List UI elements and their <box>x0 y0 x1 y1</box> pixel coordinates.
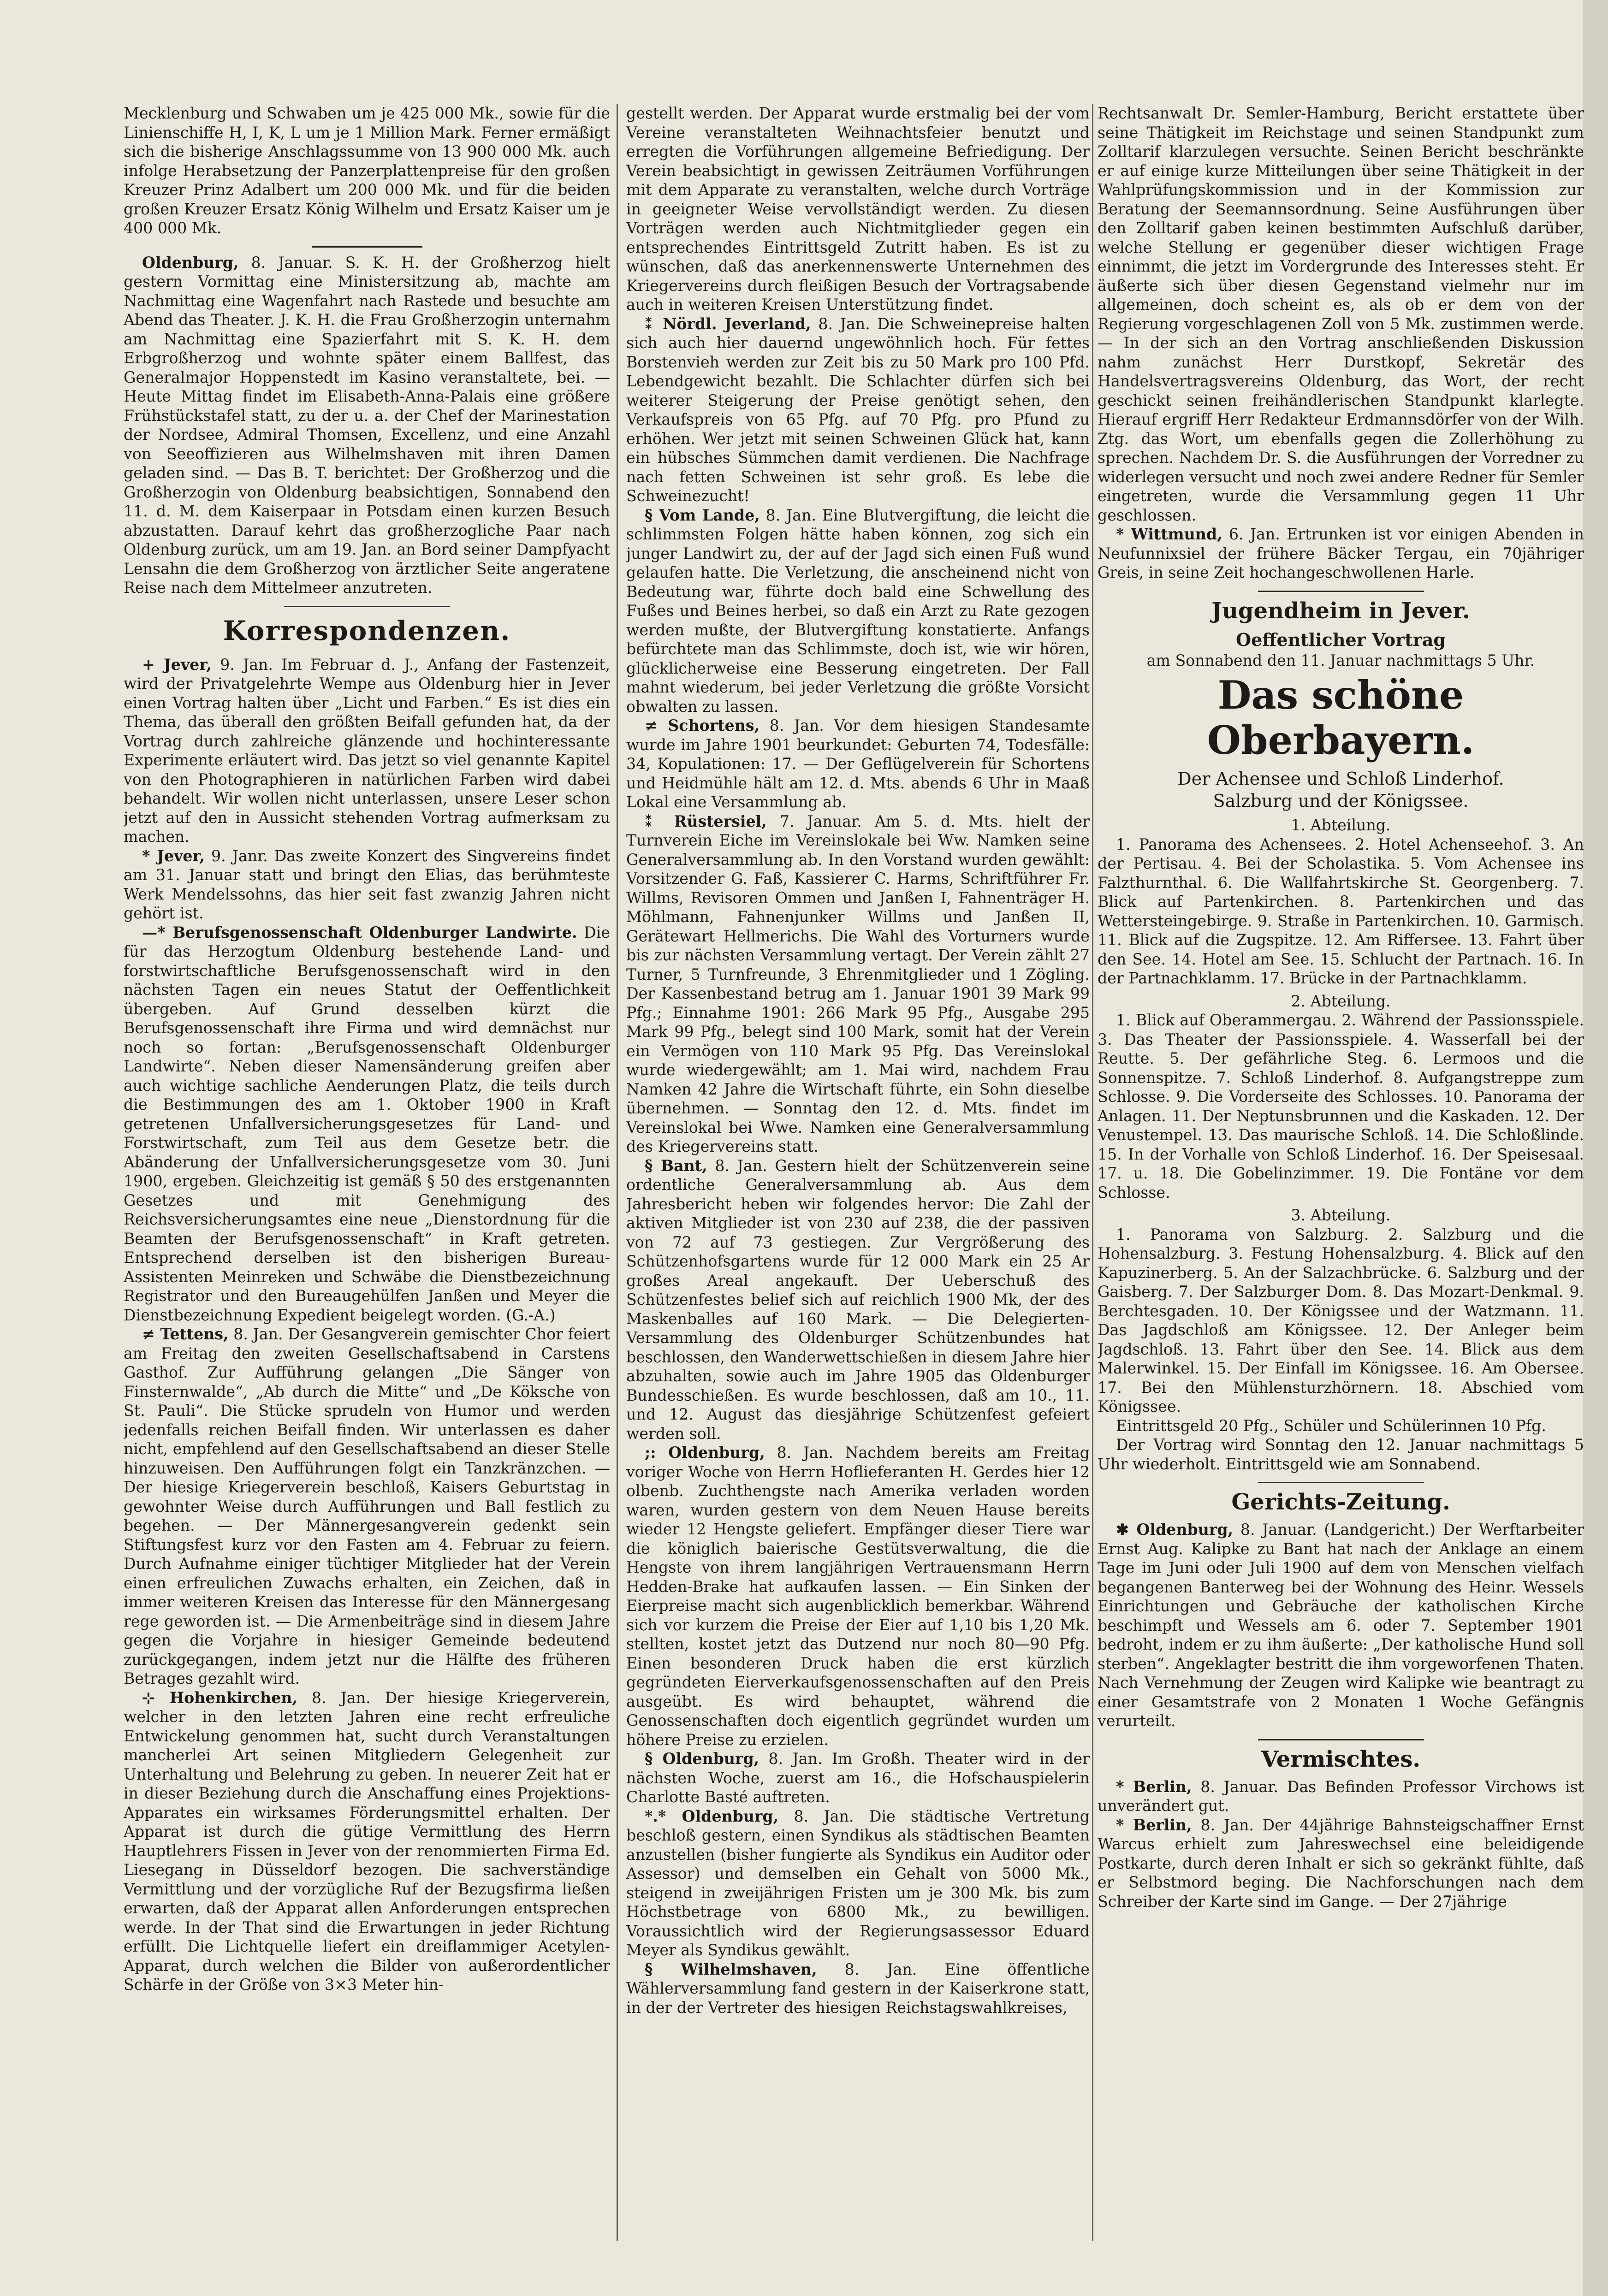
separator-rule <box>1258 591 1424 592</box>
dateline: *.* Oldenburg, <box>645 1807 779 1825</box>
article-bant <box>626 1156 1090 1444</box>
announcement-price: Eintrittsgeld 20 Pfg., Schüler und Schülerinnen 10 Pfg. <box>1116 1416 1546 1435</box>
article-text: 8. Jan. Nachdem bereits am Freitag voriger Woche von Herrn Hoflieferanten H. Gerdes hier 12 olbenb. Zuchthengste nach Amerika verladen worden waren, wurden gestern von dem Neuen Hause bereits wieder 12 Hengste geliefert. Empfänger dieser Tiere war die königlich baierische Gestütsverwaltung, die die Hengste von ihrem langjährigen Vertrauensmann Herrn Hedden-Brake hat aufkaufen lassen. — Ein Sinken der Eierpreise macht sich augenblicklich bemerkbar. Während sich vor kurzem die Preise der Eier auf 1,10 bis 1,20 Mk. stellten, kostet jetzt das Dutzend nur noch 80—90 Pfg. Einen besonderen Druck haben die erst kürzlich gegründeten Eierverkaufsgenossenschaften auf den Preis ausgeübt. Es wird behauptet, während die Genossenschaften doch eigentlich gegründet wurden um höhere Preise zu erzielen. <box>626 1444 1090 1749</box>
article-text: 8. Jan. Im Großh. Theater wird in der nächsten Woche, zuerst am 16., die Hofschauspielerin Charlotte Basté auftreten. <box>626 1750 1090 1806</box>
article-text: 9. Janr. Das zweite Konzert des Singvereins findet am 31. Januar statt und bringt den Elias, das berühmteste Werk Mendelssohns, das hier seit fast zwanzig Jahren nicht gehört ist. <box>124 846 610 922</box>
article-oldenburg-1 <box>626 1443 1090 1749</box>
article-oldenburg-3 <box>626 1807 1090 1960</box>
announcement-repeat: Der Vortrag wird Sonntag den 12. Januar nachmittags 5 Uhr wiederholt. Eintrittsgeld wie am Sonnabend. <box>1098 1436 1584 1473</box>
article-text: 8. Januar. (Landgericht.) Der Werftarbeiter Ernst Aug. Kalipke zu Bant hat nach der Anklage an einem Tage im Juni oder Juli 1900 auf dem von Menschen vielfach begangenen Banterweg bei der Wohnung des Heinr. Wessels Einrichtungen und Gebräuche der katholischen Kirche beschimpft und Wessels am 6. oder 7. September 1901 bedroht, indem er zu ihm äußerte: „Der katholische Hund soll sterben“. Angeklagter bestritt die ihm vorgeworfenen Thaten. Nach Vernehmung der Zeugen wird Kalipke wie beantragt zu einer Gesamtstrafe von 2 Monaten 1 Woche Gefängnis verurteilt. <box>1098 1521 1584 1730</box>
dateline: ;: Oldenburg, <box>645 1444 765 1462</box>
dateline: * Berlin, <box>1116 1816 1192 1834</box>
separator-rule <box>1258 1739 1424 1740</box>
section-2-title: 2. Abteilung. <box>1291 992 1391 1010</box>
article-tettens <box>124 1325 610 1688</box>
article-text: Die für das Herzogtum Oldenburg bestehende Land- und forstwirtschaftliche Berufsgenossenschaft wird in den nächsten Tagen ein neues Statut der Oeffentlichkeit übergeben. Auf Grund desselben kürzt die Berufsgenossenschaft ihre Firma und wird demnächst nur noch so fortan: „Berufsgenossenschaft Oldenburger Landwirte“. Neben dieser Namensänderung greifen aber auch wichtige sachliche Aenderungen Platz, die teils durch die Bestimmungen des am 1. Oktober 1900 in Kraft getretenen Unfallversicherungsgesetzes für Land- und Forstwirtschaft, zum Teil aus dem Gesetze betr. die Abänderung der Unfallversicherungsgesetze vom 30. Juni 1900, ergeben. Gleichzeitig ist gemäß § 50 des erstgenannten Gesetzes und mit Genehmigung des Reichsversicherungsamtes eine neue „Dienstordnung für die Beamten der Berufsgenossenschaft“ in Kraft getreten. Entsprechend derselben ist den bisherigen Bureau-Assistenten Meinreken und Schwäbe die Dienstbezeichnung Registrator und den Bureaugehülfen Janßen und Meyer die Dienstbezeichnung Expedient beigelegt worden. (G.-A.) <box>124 923 610 1324</box>
announcement-line-2: Salzburg und der Königssee. <box>1213 791 1469 811</box>
announcement-line-1: Der Achensee und Schloß Linderhof. <box>1177 769 1504 789</box>
column-3 <box>1098 104 1584 2227</box>
section-1-title: 1. Abteilung. <box>1291 816 1391 834</box>
article-continuation: Mecklenburg und Schwaben um je 425 000 Mk., sowie für die Linienschiffe H, I, K, L um je 1 Million Mark. Ferner ermäßigt sich die bisherige Anschlagssumme von 13 900 000 Mk. auch infolge Herabsetzung der Panzerplattenpreise für den großen Kreuzer Prinz Adalbert um 200 000 Mk. und für die beiden großen Kreuzer Ersatz König Wilhelm und Ersatz Kaiser um je 400 000 Mk. <box>124 104 610 237</box>
article-text: 8. Jan. Vor dem hiesigen Standesamte wurde im Jahre 1901 beurkundet: Geburten 74, Todesfälle: 34, Kopulationen: 17. — Der Geflügelverein für Schortens und Heidmühle hält am 12. d. Mts. abends 6 Uhr in Maaß Lokal eine Versammlung ab. <box>626 716 1090 811</box>
dateline: § Bant, <box>645 1156 707 1175</box>
announcement-title: Jugendheim in Jever. <box>1211 598 1470 624</box>
dateline: ✱ Oldenburg, <box>1116 1521 1234 1539</box>
article-berlin-2 <box>1098 1816 1584 1911</box>
article-text: 8. Jan. Der Gesangverein gemischter Chor feiert am Freitag den zweiten Gesellschaftsabend in Carstens Gasthof. Zur Aufführung gelangen „Die Sänger von Finsternwalde“, „Ab durch die Mitte“ und „De Köksche von St. Pauli“. Die Stücke sprudeln von Humor und werden jedenfalls reichen Beifall finden. Wir unterlassen es daher nicht, empfehlend auf den Gesellschaftsabend an dieser Stelle hinzuweisen. Den Aufführungen folgt ein Tanzkränzchen. — Der hiesige Kriegerverein beschloß, Kaisers Geburtstag in gewohnter Weise durch Aufführungen und Ball festlich zu begehen. — Der Männergesangverein gedenkt sein Stiftungsfest kurz vor den Fasten am 4. Februar zu feiern. Durch Aufnahme einiger tüchtiger Mitglieder hat der Verein einen erfreulichen Zuwachs erhalten, ein Zeichen, daß in immer weiteren Kreisen das Interesse für den Männergesang rege geworden ist. — Die Armenbeiträge sind in diesem Jahre gegen die Vorjahre in hiesiger Gemeinde bedeutend zurückgegangen, indem jetzt nur die Hälfte des früheren Betrages gezahlt wird. <box>124 1325 610 1687</box>
dateline: § Wilhelmshaven, <box>645 1960 817 1978</box>
column-2 <box>626 104 1090 2227</box>
article-noerdl-jeverland <box>626 314 1090 506</box>
article-jever-1 <box>124 655 610 846</box>
section-heading-gerichts-zeitung: Gerichts-Zeitung. <box>1231 1489 1450 1515</box>
article-text: 8. Jan. Gestern hielt der Schützenverein seine ordentliche Generalversammlung ab. Aus dem Jahresbericht heben wir folgendes hervor: Die Zahl der aktiven Mitglieder ist von 230 auf 238, die der passiven von 72 auf 73 gestiegen. Zur Vergrößerung des Schützenhofsgartens wurde für 12 000 Mark ein 25 Ar großes Areal angekauft. Der Ueberschuß des Schützenfestes belief sich auf reichlich 1900 Mk, der des Maskenballes auf 160 Mark. — Die Delegierten-Versammlung des Oldenburger Schützenbundes hat beschlossen, den Wanderwettschießen in diesem Jahre hier abzuhalten, sowie auch im Jahre 1905 das Oldenburger Bundesschießen. Es wurde beschlossen, daß am 10., 11. und 12. August das diesjährige Schützenfest gefeiert werden soll. <box>626 1156 1090 1443</box>
article-berlin-1 <box>1098 1777 1584 1816</box>
separator-rule <box>1258 1482 1424 1483</box>
dateline: * Wittmund, <box>1116 525 1222 543</box>
article-continuation: Rechtsanwalt Dr. Semler-Hamburg, Bericht erstattete über seine Thätigkeit im Reichstage und seinen Standpunkt zum Zolltarif klarzulegen versuchte. Seinen Bericht beschränkte er auf einige kurze Mitteilungen über seine Thätigkeit in der Wahlprüfungskommission und in der Kommission zur Beratung der Seemannsordnung. Seine Ausführungen über den Zolltarif gaben keinen bestimmten Aufschluß darüber, welche Stellung er gegenüber dieser wichtigen Frage einnimmt, die jetzt im Vordergrunde des Interesses steht. Er äußerte sich über diesen Gegenstand vielmehr nur im allgemeinen, doch scheint es, als ob er dem von der Regierung vorgeschlagenen Zoll von 5 Mk. zustimmen werde. — In der sich an den Vortrag anschließenden Diskussion nahm zunächst Herr Durstkopf, Sekretär des Handelsvertragsvereins Oldenburg, das Wort, der recht geschickt seinen freihändlerischen Standpunkt klarlegte. Hierauf ergriff Herr Redakteur Erdmannsdörfer von der Wilh. Ztg. das Wort, um ebenfalls gegen die Zollerhöhung zu sprechen. Nachdem Dr. S. die Ausführungen der Vorredner zu widerlegen versucht und noch zwei andere Redner für Semler eingetreten, wurde die Versammlung gegen 11 Uhr geschlossen. <box>1098 104 1584 524</box>
article-continuation: gestellt werden. Der Apparat wurde erstmalig bei der vom Vereine veranstalteten Weihnachtsfeier benutzt und erregten die Vorführungen allgemeine Befriedigung. Der Verein beabsichtigt in gewissen Zeiträumen Vorführungen mit dem Apparate zu veranstalten, welche durch Vorträge in geeigneter Weise vervollständigt werden. Zu diesen Vorträgen werden auch Nichtmitglieder gegen ein entsprechendes Eintrittsgeld Zutritt haben. Es ist zu wünschen, daß das anerkennenswerte Unternehmen des Kriegervereins durch fleißigen Besuch der Vortragsabende auch in weiteren Kreisen Unterstützung findet. <box>626 104 1090 314</box>
dateline: § Vom Lande, <box>645 506 760 524</box>
article-schortens <box>626 716 1090 812</box>
section-heading-korrespondenzen: Korrespondenzen. <box>223 615 511 646</box>
column-rule-right <box>1092 104 1093 2241</box>
article-text: 8. Jan. Der 44jährige Bahnsteigschaffner Ernst Warcus erhielt zum Jahreswechsel eine beleidigende Postkarte, durch deren Inhalt er sich so gekränkt fühlte, daß er Selbstmord beging. Die Nachforschungen nach dem Schreiber der Karte sind im Gange. — Der 27jährige <box>1098 1816 1584 1911</box>
dateline: ⁑ Nördl. Jeverland, <box>645 314 811 333</box>
column-rule-left <box>617 104 618 2241</box>
article-oldenburg <box>124 253 610 598</box>
article-text: 6. Jan. Ertrunken ist vor einigen Abenden in Neufunnixsiel der frühere Bäcker Tergau, ein 70jähriger Greis, in seine Zeit hochangeschwollenen Harle. <box>1098 525 1584 581</box>
article-ruestersiel <box>626 812 1090 1156</box>
article-wittmund <box>1098 525 1584 582</box>
dateline: ⁑ Rüstersiel, <box>645 812 767 830</box>
article-berufsgenossenschaft <box>124 923 610 1325</box>
article-text: 7. Januar. Am 5. d. Mts. hielt der Turnverein Eiche im Vereinslokale bei Ww. Namken seine Generalversammlung ab. In den Vorstand wurden gewählt: Vorsitzender G. Faß, Kassierer C. Harms, Schriftführer Fr. Willms, Revisoren Ommen und Janßen I, Fahnenträger H. Möhlmann, Fahnenjunker Willms und Janßen II, Gerätewart Hellmerichs. Die Wahl des Vorturners wurde bis zur nächsten Versammlung vertagt. Der Verein zählt 27 Turner, 5 Turnfreunde, 3 Ehrenmitglieder und 1 Zögling. Der Kassenbestand betrug am 1. Januar 1901 39 Mark 99 Pfg.; Einnahme 1901: 266 Mark 95 Pfg., Ausgabe 295 Mark 99 Pfg., belegt sind 100 Mark, somit hat der Verein ein Vermögen von 110 Mark 95 Pfg. Das Vereinslokal wurde wiedergewählt; am 1. Mai wird, nachdem Frau Namken 42 Jahre die Wirtschaft führte, ein Sohn dieselbe übernehmen. — Sonntag den 12. d. Mts. findet im Vereinslokal bei Wwe. Namken eine Generalversammlung des Kriegervereins statt. <box>626 812 1090 1155</box>
article-text: 8. Jan. Eine Blutvergiftung, die leicht die schlimmsten Folgen hätte haben können, zog sich ein junger Landwirt zu, der auf der Jagd sich einen Fuß wund gelaufen hatte. Die Verletzung, die anscheinend nicht von Bedeutung war, führte doch bald eine Schwellung des Fußes und Beines herbei, so daß ein Arzt zu Rate gezogen werden mußte, der Blutvergiftung konstatierte. Anfangs befürchtete man das Schlimmste, doch ist, wie wir hören, glücklicherweise eine Besserung eingetreten. Der Fall mahnt wiederum, bei jeder Verletzung die größte Vorsicht obwalten zu lassen. <box>626 506 1090 716</box>
dateline: ⊹ Hohenkirchen, <box>142 1688 297 1707</box>
section-heading-vermischtes: Vermischtes. <box>1261 1746 1421 1772</box>
dateline: * Berlin, <box>1116 1777 1192 1796</box>
article-hohenkirchen <box>124 1688 610 1994</box>
dateline: ≠ Tettens, <box>142 1325 229 1343</box>
article-text: 8. Jan. Die städtische Vertretung beschloß gestern, einen Syndikus als städtischen Beamten anzustellen (bisher fungierte als Syndikus ein Auditor oder Assessor) und demselben ein Gehalt von 5000 Mk., steigend in zweijährigen Fristen um je 300 Mk. bis zum Höchstbetrage von 6800 Mk., zu bewilligen. Voraussichtlich wird der Regierungsassessor Eduard Meyer als Syndikus gewählt. <box>626 1807 1090 1959</box>
article-text: 9. Jan. Im Februar d. J., Anfang der Fastenzeit, wird der Privatgelehrte Wempe aus Oldenburg hier in Jever einen Vortrag halten über „Licht und Farben.“ Es ist dies ein Thema, das überall den größten Beifall gefunden hat, da der Vortrag durch zahlreiche glänzende und hochinteressante Experimente erläutert wird. Das jetzt so viel genannte Kapitel von den Photographieren in natürlichen Farben wird dabei behandelt. Wir wollen nicht unterlassen, unsere Leser schon jetzt auf den in Aussicht stehenden Vortrag aufmerksam zu machen. <box>124 655 610 846</box>
article-landgericht <box>1098 1520 1584 1731</box>
dateline: § Oldenburg, <box>645 1750 759 1768</box>
announcement-headline: Das schöne Oberbayern. <box>1207 672 1475 763</box>
section-3-title: 3. Abteilung. <box>1291 1206 1391 1224</box>
section-3-list: 1. Panorama von Salzburg. 2. Salzburg und die Hohensalzburg. 3. Festung Hohensalzburg. 4. Blick auf den Kapuzinerberg. 5. An der Salzachbrücke. 6. Salzburg und der Gaisberg. 7. Der Salzburger Dom. 8. Das Mozart-Denkmal. 9. Berchtesgaden. 10. Der Königssee und der Watzmann. 11. Das Jagdschloß am Königssee. 12. Der Anleger beim Jagdschloß. 13. Fahrt über den See. 14. Blick aus dem Malerwinkel. 15. Der Einfall im Königssee. 16. Am Obersee. 17. Bei den Mühlensturzhörnern. 18. Abschied vom Königssee. <box>1098 1225 1584 1415</box>
announcement-date: am Sonnabend den 11. Januar nachmittags 5 Uhr. <box>1146 651 1535 669</box>
section-2-list: 1. Blick auf Oberammergau. 2. Während der Passionsspiele. 3. Das Theater der Passionsspiele. 4. Wasserfall bei der Reutte. 5. Der gefährliche Steg. 6. Lermoos und die Sonnenspitze. 7. Schloß Linderhof. 8. Aufgangstreppe zum Schlosse. 9. Die Vorderseite des Schlosses. 10. Panorama der Anlagen. 11. Der Neptunsbrunnen und die Kaskaden. 12. Der Venustempel. 13. Das maurische Schloß. 14. Die Schloßlinde. 15. In der Vorhalle von Schloß Linderhof. 16. Der Speisesaal. 17. u. 18. Die Gobelinzimmer. 19. Die Fontäne vor dem Schlosse. <box>1098 1011 1584 1201</box>
article-text: 8. Jan. Der hiesige Kriegerverein, welcher in den letzten Jahren eine recht erfreuliche Entwickelung genommen hat, sucht durch Veranstaltungen mancherlei Art seinen Mitgliedern Gelegenheit zur Unterhaltung und Belehrung zu geben. In neuerer Zeit hat er in dieser Beziehung durch die Anschaffung eines Projektions-Apparates ein wirksames Förderungsmittel erhalten. Der Apparat ist durch die gütige Vermittlung des Herrn Hauptlehrers Fissen in Jever von der renommierten Firma Ed. Liesegang in Düsseldorf bezogen. Die sachverständige Vermittlung und der vorzügliche Ruf der Bezugsfirma ließen erwarten, daß der Apparat allen Anforderungen entsprechen werde. In der That sind die Erwartungen in jeder Richtung erfüllt. Die Lichtquelle liefert ein dreiflammiger Acetylen-Apparat, durch welchen die Bilder von außerordentlicher Schärfe in der Größe von 3×3 Meter hin- <box>124 1688 610 1994</box>
article-vom-lande <box>626 506 1090 716</box>
dateline: * Jever, <box>142 846 205 865</box>
section-1-list: 1. Panorama des Achensees. 2. Hotel Achenseehof. 3. An der Pertisau. 4. Bei der Scholastika. 5. Vom Achensee ins Falzthurnthal. 6. Die Wallfahrtskirche St. Georgenberg. 7. Blick auf Partenkirchen. 8. Partenkirchen und das Wettersteingebirge. 9. Straße in Partenkirchen. 10. Garmisch. 11. Blick auf die Zugspitze. 12. Am Riffersee. 13. Fahrt über den See. 14. Hotel am See. 15. Schlucht der Partnach. 16. In der Partnachklamm. 17. Brücke in der Partnachklamm. <box>1098 835 1584 987</box>
column-1 <box>124 104 610 2227</box>
article-text: 8. Jan. Eine öffentliche Wählerversammlung fand gestern in der Kaiserkrone statt, in der der Vertreter des hiesigen Reichstagswahlkreises, <box>626 1960 1090 2017</box>
article-text: 8. Jan. Die Schweinepreise halten sich auch hier dauernd ungewöhnlich hoch. Für fettes Borstenvieh werden zur Zeit bis zu 50 Mark pro 100 Pfd. Lebendgewicht bezahlt. Die Schlachter dürfen sich bei weiterer Steigerung der Preise genötigt sehen, den Verkaufspreis von 65 Pfg. auf 70 Pfg. pro Pfund zu erhöhen. Wer jetzt mit seinen Schweinen Glück hat, kann ein hübsches Sümmchen damit verdienen. Die Nachfrage nach fetten Schweinen ist sehr groß. Es lebe die Schweinezucht! <box>626 314 1090 505</box>
article-wilhelmshaven <box>626 1960 1090 2018</box>
announcement-subtitle: Oeffentlicher Vortrag <box>1235 629 1446 650</box>
separator-rule <box>284 606 450 607</box>
dateline: ≠ Schortens, <box>645 716 760 734</box>
article-jever-2 <box>124 846 610 923</box>
dateline: + Jever, <box>142 655 212 674</box>
dateline: —* Berufsgenossenschaft Oldenburger Landwirte. <box>142 923 577 941</box>
article-text: 8. Januar. S. K. H. der Großherzog hielt gestern Vormittag eine Ministersitzung ab, machte am Nachmittag eine Wagenfahrt nach Rastede und besuchte am Abend das Theater. J. K. H. die Frau Großherzogin unternahm am Nachmittag eine Spazierfahrt mit S. K. H. dem Erbgroßherzog und wohnte später einem Ballfest, das Generalmajor Hoppenstedt im Kasino veranstaltete, bei. — Heute Mittag findet im Elisabeth-Anna-Palais eine größere Frühstückstafel statt, zu der u. a. der Chef der Marinestation der Nordsee, Admiral Thomsen, Excellenz, und eine Anzahl von Seeoffizieren aus Wilhelmshaven mit ihren Damen geladen sind. — Das B. T. berichtet: Der Großherzog und die Großherzogin von Oldenburg beabsichtigen, Sonnabend den 11. d. M. dem Kaiserpaar in Potsdam einen kurzen Besuch abzustatten. Darauf kehrt das großherzogliche Paar nach Oldenburg zurück, um am 19. Jan. an Bord seiner Dampfyacht Lensahn die dem Großherzog von ärztlicher Seite angeratene Reise nach dem Mittelmeer anzutreten. <box>124 253 610 597</box>
separator-rule <box>312 246 422 248</box>
article-oldenburg-2 <box>626 1749 1090 1807</box>
dateline: Oldenburg, <box>142 253 239 272</box>
article-text: 8. Januar. Das Befinden Professor Virchows ist unverändert gut. <box>1098 1777 1584 1815</box>
page-edge <box>1583 0 1608 2296</box>
